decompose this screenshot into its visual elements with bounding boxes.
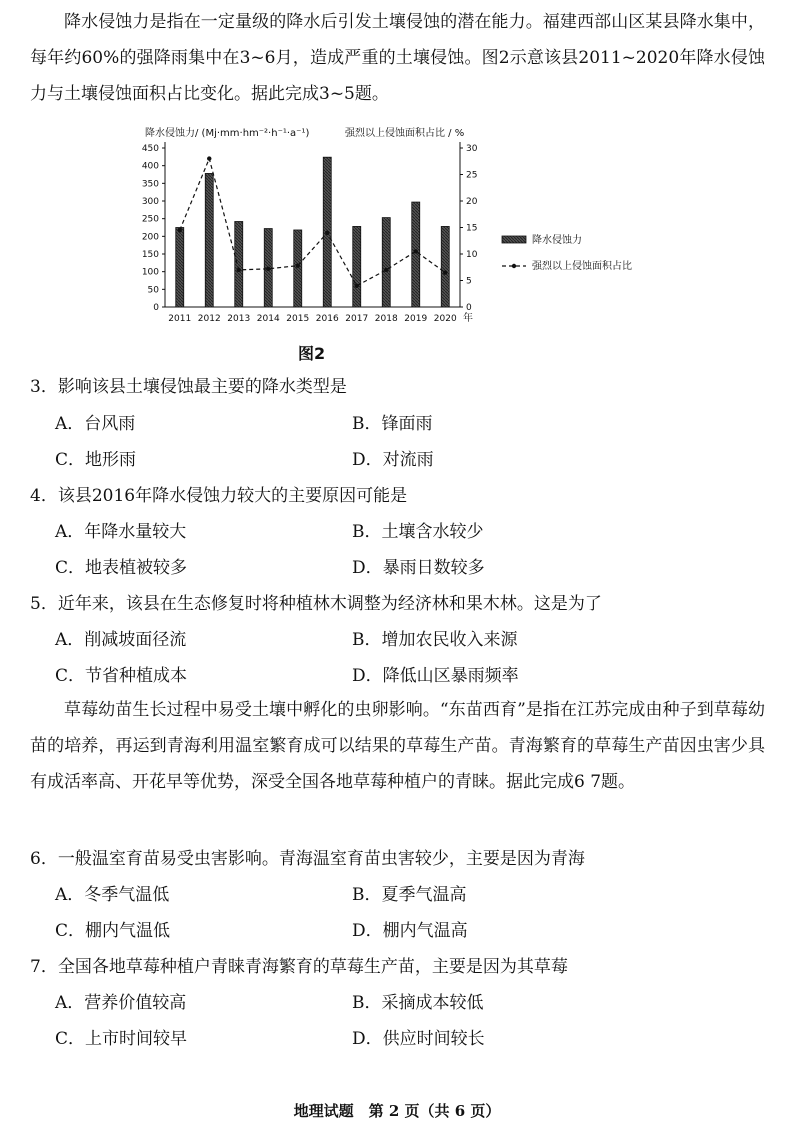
right-tick-label: 10 — [466, 250, 478, 260]
legend-bar-label: 降水侵蚀力 — [532, 235, 582, 246]
right-tick-label: 15 — [466, 223, 478, 234]
question-4-option-b: B．土壤含水较少 — [352, 522, 484, 542]
question-3-option-a: A．台风雨 — [55, 414, 136, 434]
x-tick-label: 2020 — [433, 314, 457, 324]
line-point-2011 — [178, 228, 182, 232]
question-4-option-a: A．年降水量较大 — [55, 522, 187, 542]
x-tick-label: 2016 — [315, 314, 339, 324]
line-point-2015 — [296, 263, 300, 267]
left-tick-label: 0 — [153, 303, 159, 313]
legend-line-dot — [512, 264, 516, 268]
right-axis-title: 强烈以上侵蚀面积占比 / % — [345, 128, 465, 139]
x-tick-label: 2014 — [256, 314, 280, 324]
question-7-option-d: D．供应时间较长 — [352, 1029, 485, 1049]
right-tick-label: 25 — [466, 170, 478, 181]
bar-2011 — [176, 228, 184, 308]
legend-bar-swatch — [502, 236, 526, 243]
line-point-2016 — [325, 231, 329, 235]
x-unit-label: 年 — [463, 313, 473, 324]
figure-caption: 图2 — [298, 344, 326, 363]
question-4-stem: 4．该县2016年降水侵蚀力较大的主要原因可能是 — [30, 486, 408, 506]
left-axis-title: 降水侵蚀力/ (Mj·mm·hm⁻²·h⁻¹·a⁻¹) — [145, 128, 310, 139]
question-6-option-c: C．棚内气温低 — [55, 921, 171, 941]
bar-2013 — [235, 221, 243, 307]
bar-2018 — [382, 218, 390, 307]
left-tick-label: 450 — [141, 144, 159, 154]
right-tick-label: 0 — [466, 303, 472, 313]
x-tick-label: 2015 — [286, 314, 310, 324]
left-tick-label: 50 — [147, 285, 159, 296]
right-tick-label: 30 — [466, 144, 478, 154]
line-point-2019 — [414, 249, 418, 253]
question-3-option-c: C．地形雨 — [55, 450, 137, 470]
left-tick-label: 400 — [141, 161, 159, 172]
question-5-option-d: D．降低山区暴雨频率 — [352, 666, 519, 686]
question-7-option-a: A．营养价值较高 — [55, 993, 187, 1013]
intro-paragraph-2: 草莓幼苗生长过程中易受土壤中孵化的虫卵影响。“东苗西育”是指在江苏完成由种子到草莓幼苗的培养，再运到青海利用温室繁育成可以结果的草莓生产苗。青海繁育的草莓生产苗因虫害少具有成活率高、开花早等优势，深受全国各地草莓种植户的青睐。据此完成6 7题。 — [30, 700, 765, 792]
question-7-option-b: B．采摘成本较低 — [352, 993, 484, 1013]
bar-2017 — [353, 226, 361, 307]
x-tick-label: 2017 — [345, 314, 369, 324]
x-tick-label: 2019 — [404, 314, 428, 324]
question-5-stem: 5．近年来，该县在生态修复时将种植林木调整为经济林和果木林。这是为了 — [30, 594, 602, 614]
right-tick-label: 5 — [466, 276, 472, 287]
left-tick-label: 250 — [141, 214, 159, 225]
line-point-2013 — [237, 268, 241, 272]
right-tick-label: 20 — [466, 197, 478, 207]
line-point-2017 — [355, 284, 359, 288]
question-4-option-c: C．地表植被较多 — [55, 558, 188, 578]
question-7-stem: 7．全国各地草莓种植户青睐青海繁育的草莓生产苗，主要是因为其草莓 — [30, 957, 568, 977]
question-3-option-d: D．对流雨 — [352, 450, 434, 470]
question-6-option-b: B．夏季气温高 — [352, 885, 467, 905]
question-7-option-c: C．上市时间较早 — [55, 1029, 188, 1049]
x-tick-label: 2018 — [374, 314, 398, 324]
line-point-2014 — [266, 267, 270, 271]
erosion-area-line — [180, 159, 446, 286]
bar-2015 — [294, 230, 302, 307]
x-tick-label: 2013 — [227, 314, 251, 324]
left-tick-label: 200 — [141, 232, 159, 243]
line-point-2012 — [207, 156, 211, 160]
legend-line-label: 强烈以上侵蚀面积占比 — [532, 261, 632, 272]
line-point-2020 — [443, 270, 447, 274]
question-6-option-a: A．冬季气温低 — [55, 885, 170, 905]
question-6-stem: 6．一般温室育苗易受虫害影响。青海温室育苗虫害较少，主要是因为青海 — [30, 849, 585, 869]
question-5-option-a: A．削减坡面径流 — [55, 630, 187, 650]
left-tick-label: 350 — [141, 179, 159, 190]
erosion-chart — [130, 120, 690, 335]
question-6-option-d: D．棚内气温高 — [352, 921, 468, 941]
page-footer: 地理试题 第 2 页（共 6 页） — [293, 1102, 501, 1120]
bar-2020 — [441, 226, 449, 307]
question-5-option-b: B．增加农民收入来源 — [352, 630, 518, 650]
left-tick-label: 100 — [141, 267, 159, 278]
question-3-stem: 3．影响该县土壤侵蚀最主要的降水类型是 — [30, 377, 347, 397]
question-4-option-d: D．暴雨日数较多 — [352, 558, 485, 578]
question-3-option-b: B．锋面雨 — [352, 414, 433, 434]
x-tick-label: 2011 — [168, 314, 192, 324]
question-5-option-c: C．节省种植成本 — [55, 666, 188, 686]
left-tick-label: 300 — [141, 197, 159, 207]
left-tick-label: 150 — [141, 250, 159, 260]
x-tick-label: 2012 — [197, 314, 221, 324]
bar-2019 — [412, 202, 420, 307]
bar-2012 — [205, 173, 213, 307]
line-point-2018 — [384, 268, 388, 272]
intro-paragraph-1: 降水侵蚀力是指在一定量级的降水后引发土壤侵蚀的潜在能力。福建西部山区某县降水集中，每年约60%的强降雨集中在3~6月，造成严重的土壤侵蚀。图2示意该县2011~2020年降水侵蚀力与土壤侵蚀面积占比变化。据此完成3~5题。 — [30, 12, 765, 104]
